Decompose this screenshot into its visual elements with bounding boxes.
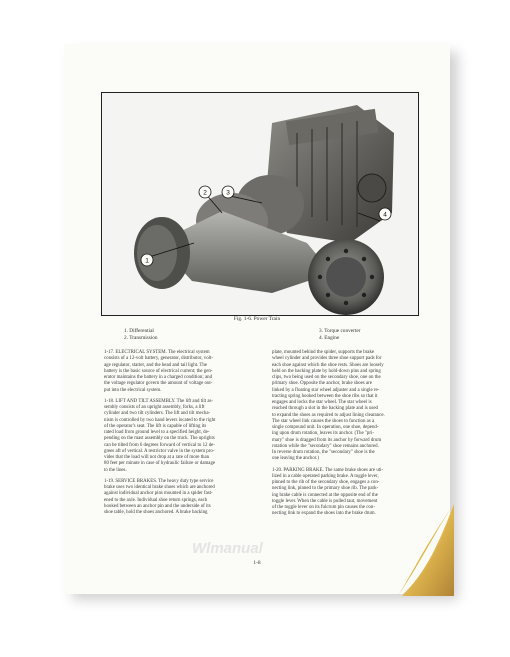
paragraph-parking-brake: 1-20. PARKING BRAKE. The same brake shoes are uti- lized in a cable operated parking brake. A toggle lever, pinned to the rib of the secondary shoe, engages a con- necting link, pinned to the primary shoe rib. The park- ing brake cable is connected at the opposite end of the toggle lever. When the cable is pulled taut, movement of the toggle lever on its fulcrum pin causes the con- necting link to expand the shoes into the brake drum. xyxy=(272,467,384,517)
legend-item: 3. Torque converter xyxy=(319,328,361,334)
page-curl-icon xyxy=(392,500,456,600)
legend-left xyxy=(124,328,158,341)
paragraph-service-brakes: 1-19. SERVICE BRAKES. The heavy duty type service brake uses two identical brake shoes which are anchored against individual anchor pins mounted in a spider fast- ened to the axle. Individual shoe return springs, each hooked between an anchor pin and the underside of its shoe table, hold the shoes anchored. A brake backing xyxy=(104,478,215,515)
callout-1: 1 xyxy=(145,257,149,265)
paragraph-service-brakes-cont: plate, mounted behind the spider, supports the brake wheel cylinder and provides three shoe support pads for each shoe against which the shoe rests. Shoes are loosely held on the backing plate by hold-down pins and spring clips, two being used on the secondary shoe, one on the primary shoe. Opposite the anchor, brake shoes are linked by a floating star wheel adjuster and a single re- tracting spring hooked between the shoe ribs so that it engages and locks the star wheel. The star wheel is reached through a slot in the backing plate and is used to expand the shoes as required to adjust lining clearance. The star wheel link causes the shoes to function as a single compound unit. In operation, one shoe, depend- ing upon drum rotation, leaves its anchor. (The "pri- mary" shoe is dragged from its anchor by forward drum rotation while the "secondary" shoe remains anchored. In reverse drum rotation, the "secondary" shoe is the one leaving the anchor.) xyxy=(272,350,385,462)
center-watermark: Wlmanual xyxy=(192,540,263,557)
callout-4: 4 xyxy=(383,211,387,219)
power-train-photo xyxy=(101,92,419,316)
legend-item: 2. Transmission xyxy=(124,334,158,341)
callout-2: 2 xyxy=(203,189,207,197)
legend-item: 1. Differential xyxy=(124,328,154,334)
paragraph-electrical-system: 1-17. ELECTRICAL SYSTEM. The electrical system consists of a 12-volt battery, generator, distributor, volt- age regulator, starter, and the head and tail light. The battery is the basic source of electrical current; the gen- erator maintains the battery in a charged condition; and the voltage regulator govern the amount of voltage out- put into the electrical system. xyxy=(104,350,214,393)
legend-item: 4. Engine xyxy=(319,334,340,341)
power-train-illustration xyxy=(102,93,418,315)
text-column-left xyxy=(104,350,264,521)
figure-caption: Fig. 1-6. Power Train xyxy=(233,316,281,322)
page-number: 1-8 xyxy=(253,560,261,566)
text-column-right xyxy=(272,350,432,523)
legend-right xyxy=(319,328,360,341)
paragraph-lift-and-tilt: 1-18. LIFT AND TILT ASSEMBLY. The lift and tilt as- sembly consists of an upright assembly, forks, a lift cylinder and two tilt cylinders. The lift and tilt mecha- nism is controlled by two hand levers located to the right of the operator's seat. The lift is capable of lifting its rated load from ground level to a specified height, de- pending on the mast assembly on the truck. The uprights can be tilted from 6 degrees forward of vertical to 12 de- grees aft of vertical. A restrictor valve in the system pro- vides that the load will not drop at a rate of more than 80 feet per minute in case of hydraulic failure or damage to the lines. xyxy=(104,398,216,473)
callout-3: 3 xyxy=(226,189,230,197)
